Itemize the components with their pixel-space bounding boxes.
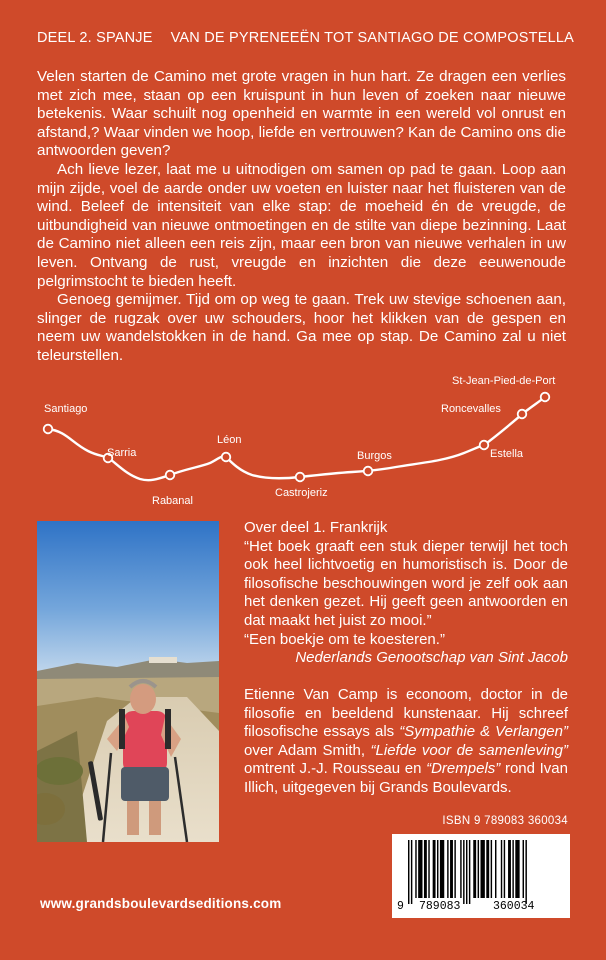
barcode-bar	[523, 840, 524, 898]
route-label-burgos: Burgos	[357, 450, 392, 462]
barcode-bar	[495, 840, 496, 898]
author-bio-text: Etienne Van Camp is econoom, doctor in de filosofie en beeldend kunstenaar. Hij schreef filosofische essays als	[244, 686, 568, 741]
barcode-bar	[491, 840, 492, 898]
route-stop-marker	[364, 467, 373, 476]
review-block	[244, 519, 568, 668]
route-label-castrojeriz: Castrojeriz	[275, 487, 328, 499]
barcode-bar	[428, 840, 429, 898]
barcode-bar	[466, 840, 467, 904]
author-bio-text: omtrent J.-J. Rousseau en	[244, 760, 427, 778]
barcode-bar	[525, 840, 526, 904]
barcode-bar	[501, 840, 502, 898]
review-quote-short: “Een boekje om te koesteren.”	[244, 630, 445, 648]
route-stop-marker	[518, 410, 527, 419]
barcode-bar	[478, 840, 479, 898]
author-bio	[244, 686, 568, 798]
book-title: “Sympathie & Verlangen”	[399, 723, 568, 741]
route-stop-marker	[541, 393, 550, 402]
route-stop-marker	[296, 473, 305, 482]
barcode-bar	[460, 840, 461, 898]
barcode-digit-first: 9	[397, 900, 404, 913]
barcode-bar	[433, 840, 436, 898]
barcode-bar	[515, 840, 519, 898]
author-photo	[37, 521, 219, 842]
camino-route-map	[0, 365, 606, 510]
book-title: “Liefde voor de samenleving”	[370, 741, 568, 759]
barcode-bar	[450, 840, 453, 898]
route-label-estella: Estella	[490, 448, 524, 460]
intro-text	[37, 68, 566, 366]
route-stop-marker	[166, 471, 175, 480]
barcode-bar	[418, 840, 422, 898]
author-bio-text: over Adam Smith,	[244, 741, 371, 759]
barcode-bar	[415, 840, 416, 898]
barcode-bar	[473, 840, 476, 898]
barcode-bar	[481, 840, 485, 898]
route-labels	[44, 375, 555, 507]
barcode-bar	[424, 840, 427, 898]
barcode-bar	[411, 840, 412, 904]
barcode-group-left: 789083	[419, 900, 461, 913]
barcode-bar	[512, 840, 513, 898]
barcode-bar	[508, 840, 511, 898]
intro-paragraph: Velen starten de Camino met grote vragen in hun hart. Ze dragen een verlies met zich mee, staan op een kruispunt in hun leven of zoeken naar nieuwe betekenis. Waar schuilt nog openheid en warmte in een wereld vol onrust en afstand,? Waar vinden we hoop, liefde en vertrouwen? Kan de Camino ons die antwoorden geven?	[37, 68, 566, 160]
barcode-bar	[469, 840, 470, 904]
barcode-bar	[486, 840, 489, 898]
author-bio-text: rond Ivan Illich, uitgegeven bij Grands Boulevards.	[244, 760, 568, 796]
publisher-website[interactable]: www.grandsboulevardseditions.com	[40, 896, 282, 911]
barcode-bar	[440, 840, 444, 898]
route-label-leon: Léon	[217, 434, 242, 446]
part-label: DEEL 2. SPANJE	[37, 30, 153, 46]
intro-paragraph: Ach lieve lezer, laat me u uitnodigen om samen op pad te gaan. Loop aan mijn zijde, voel de aarde onder uw voeten en luister naar het fluisteren van de wind. Beleef de intensiteit van elke stap: de moeheid én de vreugde, de uitbundigheid van nieuwe ontmoetingen en de stilte van diepe bezinning. Laat de Camino niet alleen een reis zijn, maar een bron van nieuwe verhalen in uw leven. Ontvang de rust, vreugde en inzichten die deze eeuwenoude pelgrimstocht te bieden heeft.	[37, 160, 566, 290]
route-label-st-jean: St-Jean-Pied-de-Port	[452, 375, 556, 387]
route-label-roncevalles: Roncevalles	[441, 403, 501, 415]
barcode-group-right: 360034	[493, 900, 535, 913]
barcode-bar	[408, 840, 409, 904]
route-svg	[0, 365, 606, 510]
route-stop-marker	[44, 425, 53, 434]
review-quote: “Het boek graaft een stuk dieper terwijl het toch ook heel lichtvoetig en humoristisch is. Door de filosofische beschouwingen word je zelf ook aan het denken gezet. Hij geeft geen antwoorden en dat maakt het juist zo mooi.”	[244, 537, 568, 629]
barcode-bar	[454, 840, 455, 898]
book-subtitle: VAN DE PYRENEEËN TOT SANTIAGO DE COMPOSTELLA	[170, 30, 574, 46]
barcode-bar	[504, 840, 505, 898]
review-source: Nederlands Genootschap van Sint Jacob	[295, 649, 568, 667]
route-label-rabanal: Rabanal	[152, 495, 193, 507]
intro-paragraph: Genoeg gemijmer. Tijd om op weg te gaan. Trek uw stevige schoenen aan, slinger de rugzak over uw schouders, hoor het klikken van de gespen en neem uw wandelstokken in de hand. Ga mee op stap. De Camino zal u niet teleurstellen.	[37, 291, 566, 364]
author-photo-illustration	[37, 521, 219, 842]
isbn-barcode	[392, 834, 570, 918]
route-stop-marker	[480, 441, 489, 450]
isbn-label: ISBN 9 789083 360034	[442, 815, 568, 827]
author-bio-paragraph	[244, 686, 568, 798]
review-heading: Over deel 1. Frankrijk	[244, 519, 388, 536]
book-title: “Drempels”	[426, 760, 501, 778]
book-header	[37, 30, 577, 46]
route-label-sarria: Sarria	[107, 447, 137, 459]
barcode-bar	[463, 840, 464, 904]
barcode-bar	[437, 840, 438, 898]
route-label-santiago: Santiago	[44, 403, 88, 415]
barcode-bar	[447, 840, 448, 898]
route-stop-marker	[222, 453, 231, 462]
